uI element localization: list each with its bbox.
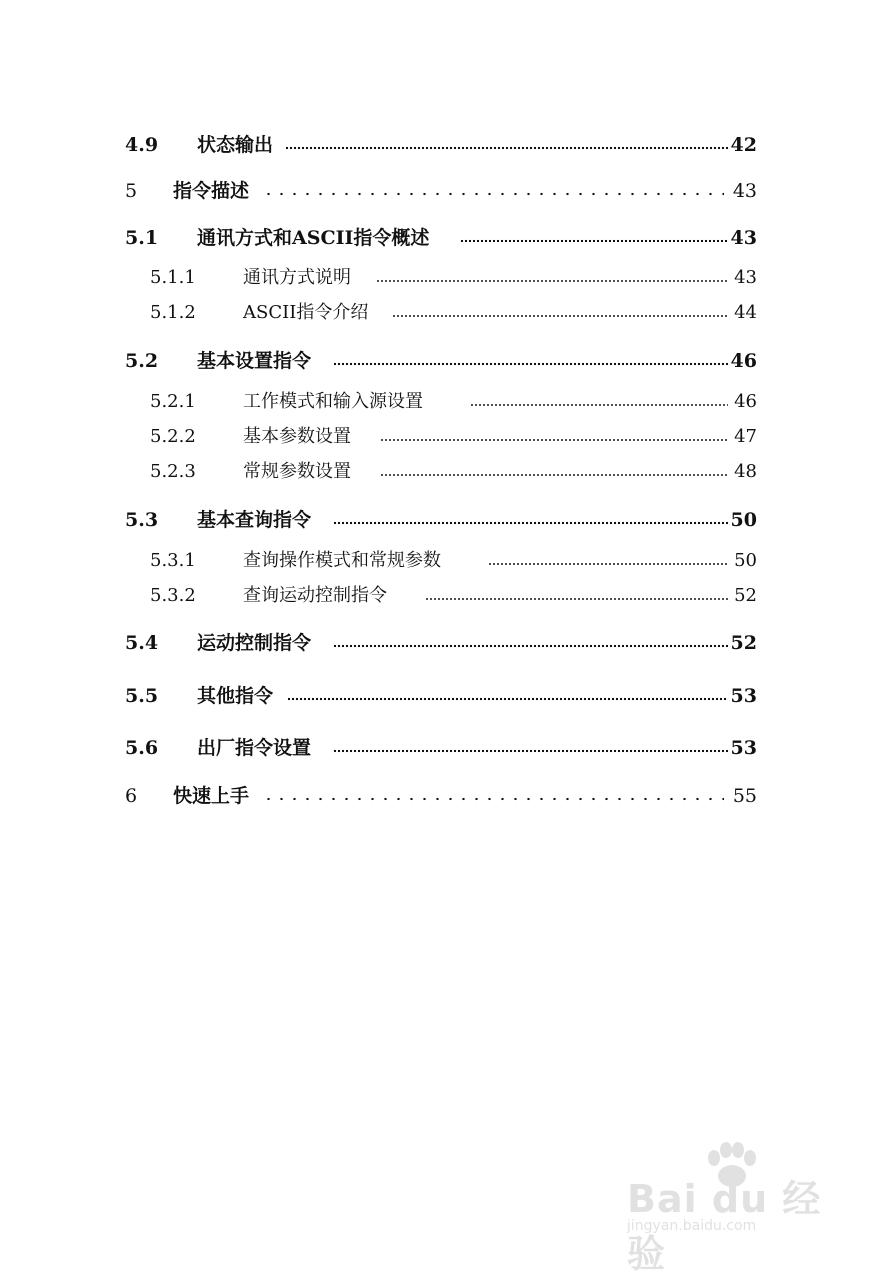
toc-title: 指令描述 bbox=[173, 180, 250, 202]
toc-number: 5 bbox=[125, 180, 138, 202]
dot-leader bbox=[460, 239, 728, 243]
toc-page: 43 bbox=[732, 180, 757, 202]
toc-title: 基本设置指令 bbox=[197, 350, 312, 372]
toc-entry[interactable] bbox=[0, 581, 881, 611]
toc-page: 55 bbox=[732, 785, 757, 807]
toc-number: 5.2 bbox=[125, 350, 159, 372]
dot-leader bbox=[333, 521, 728, 525]
toc-entry[interactable] bbox=[0, 263, 881, 293]
toc-number: 5.2.2 bbox=[150, 426, 196, 447]
baidu-jingyan-watermark bbox=[615, 1140, 845, 1276]
toc-page: 46 bbox=[734, 391, 757, 412]
toc-entry[interactable] bbox=[0, 781, 881, 811]
toc-page: 53 bbox=[730, 737, 757, 759]
toc-page: 50 bbox=[730, 509, 757, 531]
dot-leader bbox=[392, 314, 728, 318]
toc-page: 48 bbox=[734, 461, 757, 482]
dot-leader bbox=[380, 438, 728, 442]
toc-entry[interactable] bbox=[0, 457, 881, 487]
toc-number: 5.2.3 bbox=[150, 461, 196, 482]
toc-page: 53 bbox=[730, 685, 757, 707]
toc-title: 查询操作模式和常规参数 bbox=[243, 550, 441, 571]
toc-title: 工作模式和输入源设置 bbox=[243, 391, 423, 412]
toc-number: 5.3.1 bbox=[150, 550, 196, 571]
dot-leader bbox=[333, 362, 728, 366]
toc-title: 快速上手 bbox=[173, 785, 250, 807]
toc-number: 5.6 bbox=[125, 737, 159, 759]
dot-leader bbox=[262, 192, 724, 196]
toc-page: 50 bbox=[734, 550, 757, 571]
toc-title: 状态输出 bbox=[197, 134, 274, 156]
dot-leader bbox=[470, 403, 728, 407]
dot-leader bbox=[262, 797, 724, 801]
toc-title: 常规参数设置 bbox=[243, 461, 351, 482]
toc-title: 基本参数设置 bbox=[243, 426, 351, 447]
watermark-url: jingyan.baidu.com bbox=[627, 1218, 757, 1234]
toc-title: 运动控制指令 bbox=[197, 632, 312, 654]
toc-page: 43 bbox=[730, 227, 757, 249]
toc-number: 5.2.1 bbox=[150, 391, 196, 412]
toc-entry[interactable] bbox=[0, 223, 881, 253]
toc-page: 52 bbox=[734, 585, 757, 606]
toc-title: 出厂指令设置 bbox=[197, 737, 312, 759]
toc-entry[interactable] bbox=[0, 346, 881, 376]
toc-page: 43 bbox=[734, 267, 757, 288]
toc-page: 42 bbox=[730, 134, 757, 156]
toc-entry[interactable] bbox=[0, 733, 881, 763]
toc-page: 47 bbox=[734, 426, 757, 447]
toc-entry[interactable] bbox=[0, 298, 881, 328]
dot-leader bbox=[285, 146, 728, 150]
toc-entry[interactable] bbox=[0, 422, 881, 452]
toc-title: 基本查询指令 bbox=[197, 509, 312, 531]
toc-entry[interactable] bbox=[0, 387, 881, 417]
dot-leader bbox=[333, 644, 728, 648]
dot-leader bbox=[488, 562, 728, 566]
toc-number: 4.9 bbox=[125, 134, 159, 156]
dot-leader bbox=[287, 697, 728, 701]
toc-title: 其他指令 bbox=[197, 685, 274, 707]
toc-number: 5.5 bbox=[125, 685, 159, 707]
toc-entry[interactable] bbox=[0, 681, 881, 711]
dot-leader bbox=[333, 749, 728, 753]
dot-leader bbox=[376, 279, 728, 283]
toc-title: ASCII指令介绍 bbox=[243, 302, 369, 323]
watermark-logo: Bai du 经验 bbox=[627, 1177, 822, 1276]
toc-entry[interactable] bbox=[0, 505, 881, 535]
toc-title: 查询运动控制指令 bbox=[243, 585, 387, 606]
dot-leader bbox=[425, 597, 728, 601]
toc-number: 5.1.1 bbox=[150, 267, 196, 288]
toc-page: 46 bbox=[730, 350, 757, 372]
toc-entry[interactable] bbox=[0, 628, 881, 658]
toc-page: 44 bbox=[734, 302, 757, 323]
toc-entry[interactable] bbox=[0, 130, 881, 160]
toc-entry[interactable] bbox=[0, 546, 881, 576]
toc-number: 5.1.2 bbox=[150, 302, 196, 323]
toc-number: 5.4 bbox=[125, 632, 159, 654]
toc-title: 通讯方式和ASCII指令概述 bbox=[197, 227, 430, 249]
toc-page: 52 bbox=[730, 632, 757, 654]
toc-number: 5.1 bbox=[125, 227, 159, 249]
dot-leader bbox=[380, 473, 728, 477]
toc-title: 通讯方式说明 bbox=[243, 267, 351, 288]
toc-number: 5.3 bbox=[125, 509, 159, 531]
toc-entry[interactable] bbox=[0, 176, 881, 206]
toc-number: 6 bbox=[125, 785, 138, 807]
toc-number: 5.3.2 bbox=[150, 585, 196, 606]
